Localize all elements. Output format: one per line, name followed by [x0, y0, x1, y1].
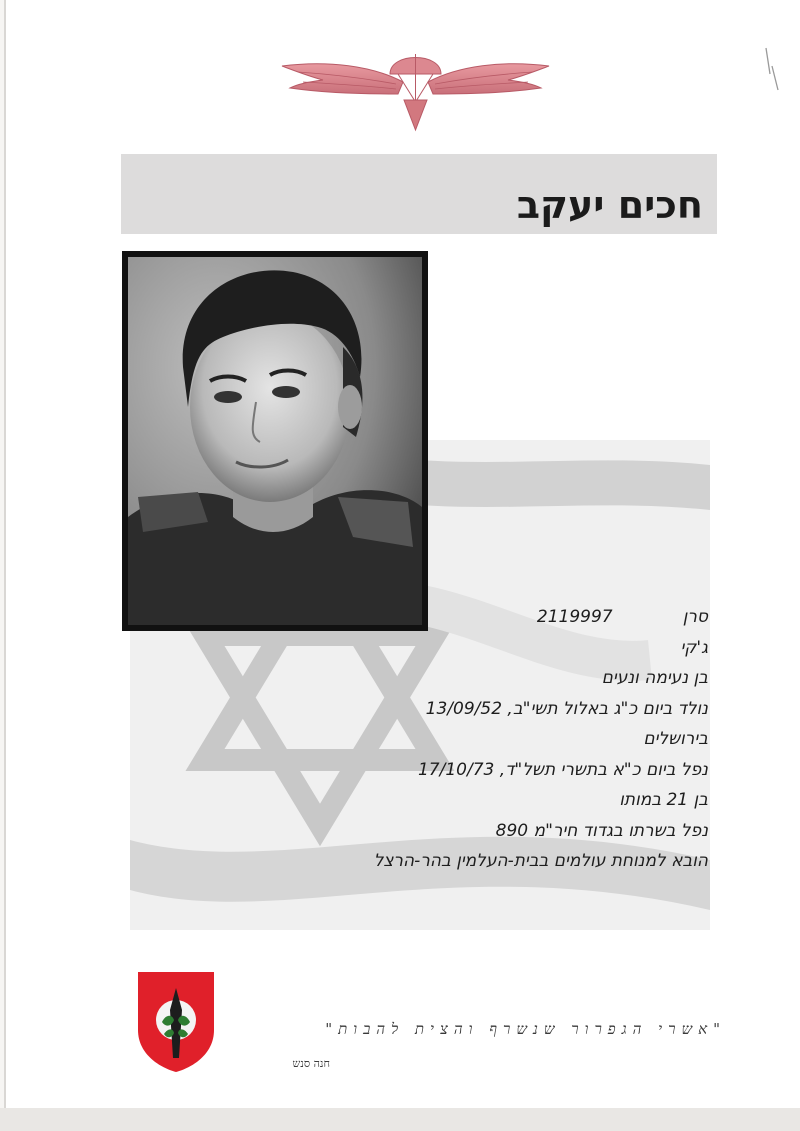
portrait-frame — [122, 251, 428, 631]
paratrooper-wings-icon — [278, 44, 553, 134]
bio-line: בן 21 במותו — [619, 790, 708, 810]
soldier-name: חכים יעקב — [516, 183, 703, 227]
bio-line: נפל ביום כ"א בתשרי תשל"ד, 17/10/73 — [417, 759, 708, 780]
service-number: 2119997 — [536, 607, 613, 627]
portrait-photo — [128, 257, 422, 625]
bio-line: נולד ביום כ"ג באלול תשי"ב, 13/09/52 — [425, 698, 708, 719]
rank-line — [248, 602, 708, 633]
brigade-emblem-icon — [136, 970, 216, 1074]
quote-author: חנה סנש — [292, 1057, 330, 1070]
biography — [248, 602, 708, 877]
bio-line: בן נעימה ונעים — [601, 668, 708, 688]
quote: "אשרי הגפרור שנשרף והצית להבות" — [325, 1020, 726, 1038]
rank: סרן — [682, 607, 708, 627]
bio-line: נפל בשרתו בגדוד חיר"מ 890 — [495, 820, 708, 841]
scan-edge — [0, 1108, 800, 1131]
bio-line: בירושלים — [643, 729, 708, 749]
nickname: ג'קי — [680, 637, 708, 658]
pencil-mark — [762, 44, 782, 94]
bio-line: הובא למנוחת עולמים בבית-העלמין בהר-הרצל — [373, 851, 708, 871]
